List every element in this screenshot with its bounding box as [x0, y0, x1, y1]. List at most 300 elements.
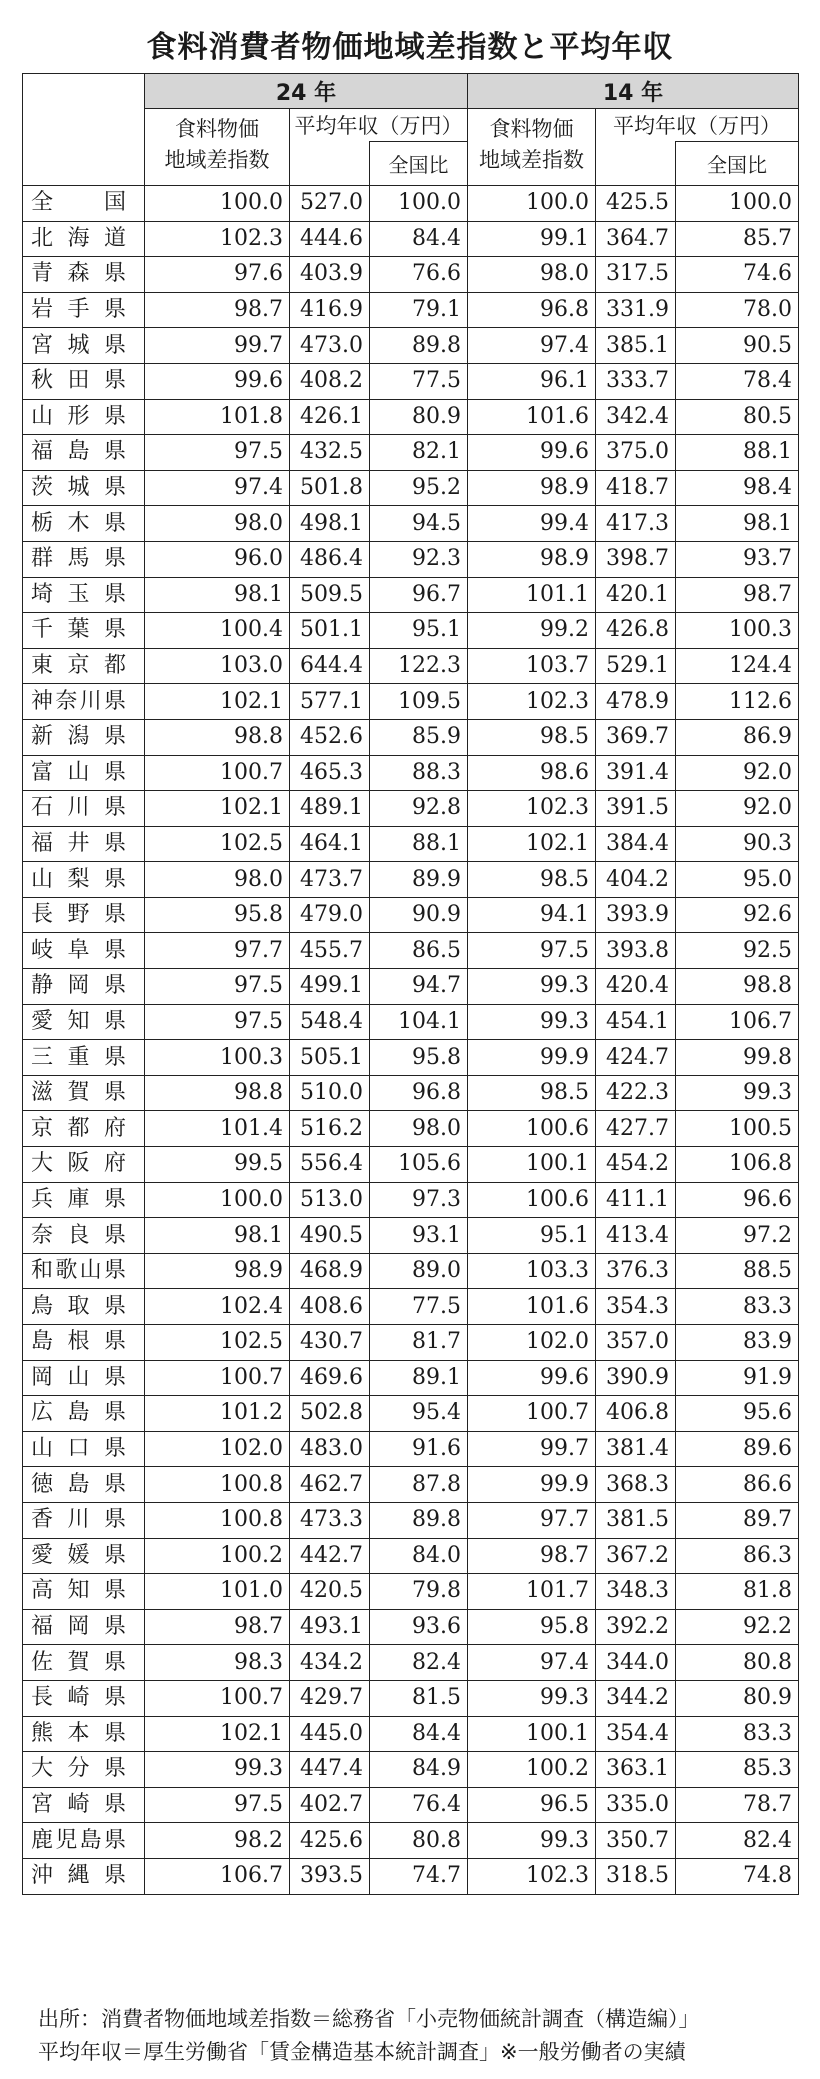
prefecture-cell: 滋賀県: [23, 1075, 145, 1111]
ratio-24-cell: 100.0: [370, 186, 468, 222]
ratio-14-cell: 83.9: [676, 1325, 799, 1361]
prefecture-cell: 大阪府: [23, 1147, 145, 1183]
source-line-2: 平均年収＝厚生労働省「賃金構造基本統計調査」※一般労働者の実績: [38, 2040, 686, 2064]
income-24-cell: 393.5: [290, 1858, 370, 1894]
table-row: [23, 897, 799, 933]
table-row: [23, 257, 799, 293]
ratio-24-cell: 74.7: [370, 1858, 468, 1894]
ratio-header-24: 全国比: [370, 142, 468, 186]
index-24-cell: 97.6: [145, 257, 290, 293]
income-24-cell: 556.4: [290, 1147, 370, 1183]
income-24-cell: 502.8: [290, 1396, 370, 1432]
income-14-cell: 363.1: [596, 1752, 676, 1788]
income-24-cell: 442.7: [290, 1538, 370, 1574]
ratio-14-cell: 89.7: [676, 1502, 799, 1538]
index-14-cell: 99.3: [468, 1004, 596, 1040]
index-14-cell: 94.1: [468, 897, 596, 933]
index-24-cell: 99.5: [145, 1147, 290, 1183]
ratio-14-cell: 80.8: [676, 1645, 799, 1681]
ratio-24-cell: 95.1: [370, 613, 468, 649]
table-row: [23, 1431, 799, 1467]
table-row: [23, 399, 799, 435]
income-24-cell: 402.7: [290, 1787, 370, 1823]
ratio-24-cell: 87.8: [370, 1467, 468, 1503]
table-row: [23, 470, 799, 506]
prefecture-cell: 福島県: [23, 435, 145, 471]
ratio-24-cell: 79.8: [370, 1574, 468, 1610]
income-14-cell: 357.0: [596, 1325, 676, 1361]
prefecture-cell: 島根県: [23, 1325, 145, 1361]
index-14-cell: 98.7: [468, 1538, 596, 1574]
table-row: [23, 1253, 799, 1289]
index-14-cell: 100.0: [468, 186, 596, 222]
income-14-cell: 426.8: [596, 613, 676, 649]
ratio-24-cell: 80.9: [370, 399, 468, 435]
ratio-14-cell: 112.6: [676, 684, 799, 720]
index-14-cell: 100.1: [468, 1716, 596, 1752]
income-14-cell: 478.9: [596, 684, 676, 720]
index-14-cell: 97.7: [468, 1502, 596, 1538]
table-row: [23, 862, 799, 898]
index-24-cell: 106.7: [145, 1858, 290, 1894]
income-24-cell: 486.4: [290, 541, 370, 577]
ratio-24-cell: 81.5: [370, 1680, 468, 1716]
income-24-cell: 516.2: [290, 1111, 370, 1147]
income-14-cell: 420.1: [596, 577, 676, 613]
income-24-cell: 479.0: [290, 897, 370, 933]
ratio-24-cell: 88.1: [370, 826, 468, 862]
ratio-24-cell: 95.2: [370, 470, 468, 506]
table-row: [23, 1823, 799, 1859]
income-24-cell: 644.4: [290, 648, 370, 684]
prefecture-cell: 佐賀県: [23, 1645, 145, 1681]
table-row: [23, 186, 799, 222]
index-14-cell: 98.9: [468, 470, 596, 506]
prefecture-cell: 東京都: [23, 648, 145, 684]
index-24-cell: 100.8: [145, 1502, 290, 1538]
index-24-cell: 100.7: [145, 755, 290, 791]
table-row: [23, 541, 799, 577]
table-row: [23, 1289, 799, 1325]
index-24-cell: 102.5: [145, 1325, 290, 1361]
ratio-24-cell: 77.5: [370, 363, 468, 399]
income-14-cell: 425.5: [596, 186, 676, 222]
ratio-14-cell: 95.0: [676, 862, 799, 898]
income-14-cell: 384.4: [596, 826, 676, 862]
ratio-14-cell: 80.9: [676, 1680, 799, 1716]
table-row: [23, 506, 799, 542]
index-14-cell: 96.1: [468, 363, 596, 399]
ratio-24-cell: 89.1: [370, 1360, 468, 1396]
prefecture-cell: 青森県: [23, 257, 145, 293]
index-14-cell: 99.6: [468, 1360, 596, 1396]
table-row: [23, 648, 799, 684]
prefecture-cell: 宮城県: [23, 328, 145, 364]
prefecture-cell: 石川県: [23, 791, 145, 827]
income-14-cell: 529.1: [596, 648, 676, 684]
prefecture-cell: 全国: [23, 186, 145, 222]
index-24-cell: 101.4: [145, 1111, 290, 1147]
table-row: [23, 363, 799, 399]
index-14-cell: 102.1: [468, 826, 596, 862]
ratio-24-cell: 105.6: [370, 1147, 468, 1183]
ratio-14-cell: 85.7: [676, 221, 799, 257]
index-14-cell: 96.8: [468, 292, 596, 328]
table-row: [23, 1680, 799, 1716]
income-24-cell: 493.1: [290, 1609, 370, 1645]
ratio-24-cell: 84.4: [370, 1716, 468, 1752]
index-24-cell: 97.5: [145, 1787, 290, 1823]
prefecture-cell: 兵庫県: [23, 1182, 145, 1218]
ratio-14-cell: 98.1: [676, 506, 799, 542]
index-24-cell: 101.2: [145, 1396, 290, 1432]
index-24-cell: 97.5: [145, 1004, 290, 1040]
table-row: [23, 1360, 799, 1396]
index-24-cell: 101.8: [145, 399, 290, 435]
index-24-cell: 97.7: [145, 933, 290, 969]
index-14-cell: 102.3: [468, 791, 596, 827]
ratio-24-cell: 94.7: [370, 969, 468, 1005]
index-24-cell: 100.0: [145, 1182, 290, 1218]
ratio-24-cell: 82.1: [370, 435, 468, 471]
prefecture-cell: 埼玉県: [23, 577, 145, 613]
prefecture-cell: 新潟県: [23, 719, 145, 755]
prefecture-cell: 熊本県: [23, 1716, 145, 1752]
ratio-14-cell: 86.3: [676, 1538, 799, 1574]
income-24-cell: 490.5: [290, 1218, 370, 1254]
income-14-cell: 413.4: [596, 1218, 676, 1254]
income-14-cell: 375.0: [596, 435, 676, 471]
corner-cell: [23, 74, 145, 109]
ratio-14-cell: 91.9: [676, 1360, 799, 1396]
index-24-cell: 98.0: [145, 862, 290, 898]
index-24-cell: 100.3: [145, 1040, 290, 1076]
income-14-cell: 391.5: [596, 791, 676, 827]
ratio-24-cell: 95.4: [370, 1396, 468, 1432]
prefecture-cell: 奈良県: [23, 1218, 145, 1254]
index-24-cell: 96.0: [145, 541, 290, 577]
index-14-cell: 99.6: [468, 435, 596, 471]
income-14-cell: 369.7: [596, 719, 676, 755]
ratio-24-cell: 84.4: [370, 221, 468, 257]
income-24-cell: 527.0: [290, 186, 370, 222]
table-row: [23, 221, 799, 257]
index-14-cell: 102.3: [468, 684, 596, 720]
ratio-24-cell: 76.6: [370, 257, 468, 293]
ratio-24-cell: 82.4: [370, 1645, 468, 1681]
income-14-cell: 333.7: [596, 363, 676, 399]
ratio-24-cell: 79.1: [370, 292, 468, 328]
income-24-cell: 429.7: [290, 1680, 370, 1716]
index-14-cell: 100.6: [468, 1182, 596, 1218]
table-row: [23, 1467, 799, 1503]
index-14-cell: 99.3: [468, 969, 596, 1005]
table-row: [23, 1502, 799, 1538]
index-24-cell: 100.7: [145, 1360, 290, 1396]
prefecture-cell: 富山県: [23, 755, 145, 791]
table-body: [23, 186, 799, 1895]
index-14-cell: 100.2: [468, 1752, 596, 1788]
ratio-14-cell: 89.6: [676, 1431, 799, 1467]
index-14-cell: 100.7: [468, 1396, 596, 1432]
index-24-cell: 102.0: [145, 1431, 290, 1467]
ratio-14-cell: 100.3: [676, 613, 799, 649]
income-gap-14: [596, 142, 676, 186]
index-14-cell: 99.2: [468, 613, 596, 649]
ratio-14-cell: 98.8: [676, 969, 799, 1005]
index-24-cell: 100.0: [145, 186, 290, 222]
ratio-14-cell: 80.5: [676, 399, 799, 435]
ratio-24-cell: 80.8: [370, 1823, 468, 1859]
ratio-14-cell: 88.5: [676, 1253, 799, 1289]
ratio-14-cell: 106.8: [676, 1147, 799, 1183]
table-row: [23, 684, 799, 720]
index-24-cell: 102.1: [145, 791, 290, 827]
prefecture-cell: 秋田県: [23, 363, 145, 399]
ratio-14-cell: 92.6: [676, 897, 799, 933]
ratio-14-cell: 99.3: [676, 1075, 799, 1111]
income-24-cell: 501.1: [290, 613, 370, 649]
income-14-cell: 376.3: [596, 1253, 676, 1289]
table-row: [23, 1075, 799, 1111]
ratio-14-cell: 97.2: [676, 1218, 799, 1254]
ratio-24-cell: 88.3: [370, 755, 468, 791]
table-row: [23, 1040, 799, 1076]
prefecture-cell: 愛媛県: [23, 1538, 145, 1574]
ratio-14-cell: 86.9: [676, 719, 799, 755]
prefecture-cell: 高知県: [23, 1574, 145, 1610]
income-14-cell: 398.7: [596, 541, 676, 577]
prefecture-cell: 京都府: [23, 1111, 145, 1147]
table-row: [23, 933, 799, 969]
index-14-cell: 103.3: [468, 1253, 596, 1289]
table-row: [23, 1645, 799, 1681]
ratio-14-cell: 78.4: [676, 363, 799, 399]
index-14-cell: 98.5: [468, 1075, 596, 1111]
index-14-cell: 100.1: [468, 1147, 596, 1183]
ratio-24-cell: 89.0: [370, 1253, 468, 1289]
ratio-24-cell: 95.8: [370, 1040, 468, 1076]
income-24-cell: 403.9: [290, 257, 370, 293]
ratio-24-cell: 89.9: [370, 862, 468, 898]
income-14-cell: 344.2: [596, 1680, 676, 1716]
table-row: [23, 1111, 799, 1147]
income-14-cell: 390.9: [596, 1360, 676, 1396]
income-24-cell: 469.6: [290, 1360, 370, 1396]
prefecture-cell: 鳥取県: [23, 1289, 145, 1325]
income-24-cell: 408.6: [290, 1289, 370, 1325]
ratio-24-cell: 86.5: [370, 933, 468, 969]
ratio-24-cell: 90.9: [370, 897, 468, 933]
income-24-cell: 577.1: [290, 684, 370, 720]
index-24-cell: 98.3: [145, 1645, 290, 1681]
income-14-cell: 424.7: [596, 1040, 676, 1076]
ratio-14-cell: 81.8: [676, 1574, 799, 1610]
ratio-14-cell: 95.6: [676, 1396, 799, 1432]
income-14-cell: 454.2: [596, 1147, 676, 1183]
corner-cell-2: [23, 109, 145, 142]
table-row: [23, 613, 799, 649]
income-24-cell: 416.9: [290, 292, 370, 328]
ratio-24-cell: 96.8: [370, 1075, 468, 1111]
table-row: [23, 1396, 799, 1432]
income-14-cell: 318.5: [596, 1858, 676, 1894]
prefecture-cell: 岡山県: [23, 1360, 145, 1396]
income-14-cell: 418.7: [596, 470, 676, 506]
index-24-cell: 95.8: [145, 897, 290, 933]
prefecture-cell: 栃木県: [23, 506, 145, 542]
prefecture-cell: 香川県: [23, 1502, 145, 1538]
index-24-cell: 102.1: [145, 1716, 290, 1752]
income-14-cell: 422.3: [596, 1075, 676, 1111]
ratio-14-cell: 106.7: [676, 1004, 799, 1040]
index-14-cell: 101.1: [468, 577, 596, 613]
ratio-24-cell: 93.1: [370, 1218, 468, 1254]
ratio-14-cell: 74.6: [676, 257, 799, 293]
income-14-cell: 427.7: [596, 1111, 676, 1147]
index-24-cell: 98.7: [145, 292, 290, 328]
table-row: [23, 328, 799, 364]
table-row: [23, 1004, 799, 1040]
table-row: [23, 1752, 799, 1788]
income-24-cell: 464.1: [290, 826, 370, 862]
prefecture-cell: 北海道: [23, 221, 145, 257]
prefecture-cell: 三重県: [23, 1040, 145, 1076]
ratio-14-cell: 93.7: [676, 541, 799, 577]
income-14-cell: 344.0: [596, 1645, 676, 1681]
income-14-cell: 404.2: [596, 862, 676, 898]
table-row: [23, 435, 799, 471]
income-24-cell: 426.1: [290, 399, 370, 435]
index-14-cell: 103.7: [468, 648, 596, 684]
table-row: [23, 1716, 799, 1752]
income-24-cell: 489.1: [290, 791, 370, 827]
prefecture-cell: 山形県: [23, 399, 145, 435]
income-14-cell: 335.0: [596, 1787, 676, 1823]
index-14-cell: 101.7: [468, 1574, 596, 1610]
income-24-cell: 548.4: [290, 1004, 370, 1040]
income-24-cell: 468.9: [290, 1253, 370, 1289]
prefecture-cell: 山口県: [23, 1431, 145, 1467]
index-14-cell: 99.3: [468, 1680, 596, 1716]
income-24-cell: 483.0: [290, 1431, 370, 1467]
index-14-cell: 99.3: [468, 1823, 596, 1859]
prefecture-cell: 大分県: [23, 1752, 145, 1788]
index-14-cell: 95.1: [468, 1218, 596, 1254]
prefecture-cell: 群馬県: [23, 541, 145, 577]
income-14-cell: 381.4: [596, 1431, 676, 1467]
index-24-cell: 99.7: [145, 328, 290, 364]
ratio-24-cell: 109.5: [370, 684, 468, 720]
income-14-cell: 331.9: [596, 292, 676, 328]
income-14-cell: 348.3: [596, 1574, 676, 1610]
index-14-cell: 102.3: [468, 1858, 596, 1894]
index-14-cell: 99.7: [468, 1431, 596, 1467]
income-24-cell: 465.3: [290, 755, 370, 791]
index-24-cell: 98.9: [145, 1253, 290, 1289]
data-table: [22, 73, 799, 1895]
income-24-cell: 499.1: [290, 969, 370, 1005]
ratio-24-cell: 84.9: [370, 1752, 468, 1788]
income-24-cell: 425.6: [290, 1823, 370, 1859]
ratio-24-cell: 89.8: [370, 1502, 468, 1538]
prefecture-cell: 岩手県: [23, 292, 145, 328]
index-14-cell: 97.4: [468, 1645, 596, 1681]
table-row: [23, 1182, 799, 1218]
income-14-cell: 367.2: [596, 1538, 676, 1574]
income-24-cell: 420.5: [290, 1574, 370, 1610]
ratio-14-cell: 88.1: [676, 435, 799, 471]
index-24-cell: 102.1: [145, 684, 290, 720]
income-14-cell: 381.5: [596, 1502, 676, 1538]
index-24-cell: 98.2: [145, 1823, 290, 1859]
income-24-cell: 505.1: [290, 1040, 370, 1076]
ratio-24-cell: 92.3: [370, 541, 468, 577]
prefecture-cell: 徳島県: [23, 1467, 145, 1503]
ratio-24-cell: 77.5: [370, 1289, 468, 1325]
prefecture-cell: 沖縄県: [23, 1858, 145, 1894]
ratio-14-cell: 124.4: [676, 648, 799, 684]
index-header-14: 食料物価 地域差指数: [468, 109, 596, 186]
table-row: [23, 755, 799, 791]
index-24-cell: 102.4: [145, 1289, 290, 1325]
ratio-24-cell: 76.4: [370, 1787, 468, 1823]
ratio-14-cell: 92.5: [676, 933, 799, 969]
ratio-14-cell: 92.2: [676, 1609, 799, 1645]
ratio-14-cell: 85.3: [676, 1752, 799, 1788]
prefecture-cell: 宮崎県: [23, 1787, 145, 1823]
income-14-cell: 342.4: [596, 399, 676, 435]
income-24-cell: 473.3: [290, 1502, 370, 1538]
ratio-24-cell: 93.6: [370, 1609, 468, 1645]
ratio-24-cell: 96.7: [370, 577, 468, 613]
prefecture-cell: 鹿児島県: [23, 1823, 145, 1859]
source-line-1: 出所：消費者物価地域差指数＝総務省「小売物価統計調査（構造編）」: [38, 2007, 700, 2031]
index-24-cell: 97.5: [145, 969, 290, 1005]
income-24-cell: 510.0: [290, 1075, 370, 1111]
table-row: [23, 1574, 799, 1610]
index-14-cell: 99.9: [468, 1467, 596, 1503]
income-header-24: 平均年収（万円）: [290, 109, 468, 142]
income-14-cell: 368.3: [596, 1467, 676, 1503]
income-14-cell: 406.8: [596, 1396, 676, 1432]
table-row: [23, 1147, 799, 1183]
income-14-cell: 393.9: [596, 897, 676, 933]
index-14-cell: 98.5: [468, 719, 596, 755]
year-14-header: 14 年: [468, 74, 799, 109]
income-24-cell: 498.1: [290, 506, 370, 542]
ratio-14-cell: 83.3: [676, 1716, 799, 1752]
income-24-cell: 452.6: [290, 719, 370, 755]
prefecture-cell: 茨城県: [23, 470, 145, 506]
prefecture-cell: 福岡県: [23, 1609, 145, 1645]
table-row: [23, 1325, 799, 1361]
ratio-14-cell: 90.5: [676, 328, 799, 364]
prefecture-cell: 長野県: [23, 897, 145, 933]
index-24-cell: 102.3: [145, 221, 290, 257]
income-14-cell: 417.3: [596, 506, 676, 542]
prefecture-cell: 長崎県: [23, 1680, 145, 1716]
prefecture-cell: 静岡県: [23, 969, 145, 1005]
income-24-cell: 455.7: [290, 933, 370, 969]
index-24-cell: 100.4: [145, 613, 290, 649]
ratio-14-cell: 78.7: [676, 1787, 799, 1823]
ratio-14-cell: 92.0: [676, 755, 799, 791]
ratio-24-cell: 98.0: [370, 1111, 468, 1147]
table-row: [23, 292, 799, 328]
prefecture-cell: 山梨県: [23, 862, 145, 898]
table-row: [23, 577, 799, 613]
